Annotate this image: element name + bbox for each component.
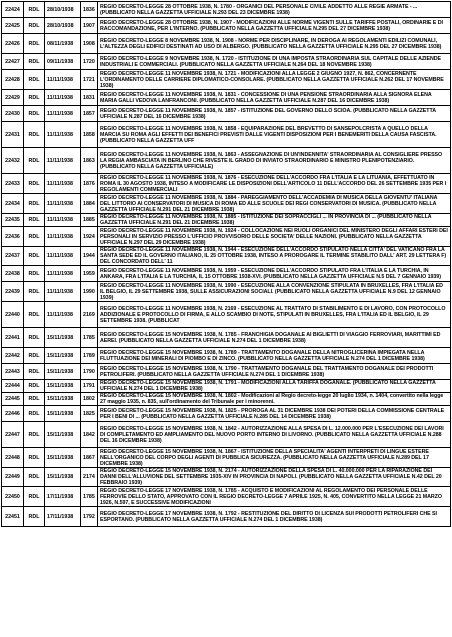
- table-row: [2, 266, 451, 282]
- act-number: 1720: [81, 54, 98, 70]
- act-description: REGIO DECRETO-LEGGE 28 OTTOBRE 1938, N. 1907 - MODIFICAZIONI ALLE NORME VIGENTI SULLE TARIFFE POSTALI, ORDINARIE E DI RACCOMANDAZIONE, PER L'INTERNO. (PUBBLICATO NELLA GAZZETTA UFFICIALE N.295 DEL 27 DICEMBRE 1938): [98, 18, 451, 34]
- act-date: 11/11/1938: [45, 247, 81, 266]
- act-type: RDL: [24, 282, 45, 302]
- table-row: [2, 214, 451, 227]
- act-number: 1831: [81, 90, 98, 106]
- act-description: REGIO DECRETO-LEGGE 15 NOVEMBRE 1938, N. 1790 - TRATTAMENTO DOGANALE DEL TRATTAMENTO DOGANALE DEI PRODOTTI PETROLIFERI. (PUBBLICATO NELLA GAZZETTA UFFICIALE N.274 DEL 1 DICEMBRE 1938): [98, 364, 451, 380]
- act-description: REGIO DECRETO-LEGGE 11 NOVEMBRE 1938, N. 1924 - COLLOCAZIONE NEI RUOLI ORGANICI DEL MINISTERO DEGLI AFFARI ESTERI DEI PERSONALI IN SERVIZIO PRESSO L'UFFICIO PROVVISORIO DELLE SOCIETA' DELLE NAZIONI. (PUBBLICATO NELLA GAZZETTA UFFICIALE N.297 DEL 29 DICEMBRE 1938): [98, 227, 451, 247]
- act-number: 1785: [81, 487, 98, 507]
- record-number: 22427: [2, 54, 24, 70]
- act-description: REGIO DECRETO-LEGGE 15 NOVEMBRE 1938, N. 1785 - FRANCHIGIA DOGANALE AI BIGLIETTI DI VIAGGIO FERROVIARI, MARITTIMI ED AEREI. (PUBBLICATO NELLA GAZZETTA UFFICIALE N.274 DEL 1 DICEMBRE 1938): [98, 328, 451, 348]
- table-row: [2, 406, 451, 422]
- act-number: 1791: [81, 380, 98, 393]
- act-description: REGIO DECRETO-LEGGE 11 NOVEMBRE 1938, N. 1831 - CONCESSIONE DI UNA PENSIONE STRAORDINARIA ALLA SIGNORA ELENA MARIA GALLI VEDOVA LANFRANCONI. (PUBBLICATO NELLA GAZZETTA UFFICIALE N.287 DEL 16 DICEMBRE 1938): [98, 90, 451, 106]
- act-type: RDL: [24, 214, 45, 227]
- act-number: 1959: [81, 266, 98, 282]
- act-description: REGIO DECRETO-LEGGE 11 NOVEMBRE 1938, N. 1885 - ISTITUZIONE DEI SOPRACCIGLI ... IN PROVINCIA DI ... (PUBBLICATO NELLA GAZZETTA UFFICIALE N.291 DEL 21 DICEMBRE 1938): [98, 214, 451, 227]
- table-row: [2, 448, 451, 468]
- act-description: REGIO DECRETO-LEGGE 11 NOVEMBRE 1938, N. 1876 - ESECUZIONE DELL'ACCORDO FRA L'ITALIA E LA LITUANIA, EFFETTUATO IN ROMA IL 30 AGOSTO 1938, INTESO A MODIFICARE LE DISPOSIZIONI DELL'ARTICOLO 11 DELL'ACCORDO DEL 26 SETTEMBRE 1935 PER I REGOLAMENTI COMMERCIALI: [98, 174, 451, 194]
- act-type: RDL: [24, 348, 45, 364]
- act-date: 15/11/1938: [45, 393, 81, 406]
- act-number: 1944: [81, 247, 98, 266]
- act-date: 28/10/1938: [45, 18, 81, 34]
- act-number: 1990: [81, 282, 98, 302]
- table-row: [2, 70, 451, 90]
- act-date: 15/11/1938: [45, 406, 81, 422]
- act-type: RDL: [24, 448, 45, 468]
- act-number: 1863: [81, 148, 98, 174]
- act-date: 09/11/1938: [45, 54, 81, 70]
- table-row: [2, 148, 451, 174]
- table-row: [2, 194, 451, 214]
- act-date: 11/11/1938: [45, 148, 81, 174]
- act-number: 1790: [81, 364, 98, 380]
- record-number: 22437: [2, 247, 24, 266]
- act-date: 11/11/1938: [45, 122, 81, 148]
- record-number: 22438: [2, 266, 24, 282]
- record-number: 22424: [2, 2, 24, 18]
- act-date: 11/11/1938: [45, 194, 81, 214]
- record-number: 22446: [2, 406, 24, 422]
- act-type: RDL: [24, 54, 45, 70]
- act-number: 1836: [81, 2, 98, 18]
- record-number: 22443: [2, 364, 24, 380]
- act-date: 15/11/1938: [45, 348, 81, 364]
- act-date: 28/10/1938: [45, 2, 81, 18]
- act-type: RDL: [24, 487, 45, 507]
- table-row: [2, 422, 451, 448]
- act-date: 15/11/1938: [45, 380, 81, 393]
- act-description: REGIO DECRETO-LEGGE 15 NOVEMBRE 1938, N. 1791 - MODIFICAZIONI ALLA TARIFFA DOGANALE. (PUBBLICATO NELLA GAZZETTA UFFICIALE N.274 DEL 1 DICEMBRE 1938): [98, 380, 451, 393]
- record-number: 22447: [2, 422, 24, 448]
- register-rows: [2, 2, 451, 527]
- table-row: [2, 2, 451, 18]
- record-number: 22448: [2, 448, 24, 468]
- record-number: 22435: [2, 214, 24, 227]
- record-number: 22450: [2, 487, 24, 507]
- table-row: [2, 174, 451, 194]
- act-description: REGIO DECRETO-LEGGE 11 NOVEMBRE 1938, N. 2169 - ESECUZIONE AL TRATTATO DI STABILIMENTO E DI LAVORO, CON PROTOCOLLO ADDIZIONALE E PROTOCOLLO DI FIRMA, E ALLO SCAMBIO DI NOTE, STIPULATI IN BRUXELLES, FRA L'ITALIA ED IL BELGIO, IL 29 SETTEMBRE 1938. (PUBBLICAT: [98, 302, 451, 328]
- record-number: 22436: [2, 227, 24, 247]
- act-type: RDL: [24, 380, 45, 393]
- act-date: 11/11/1938: [45, 90, 81, 106]
- act-number: 1785: [81, 328, 98, 348]
- table-row: [2, 34, 451, 54]
- record-number: 22432: [2, 148, 24, 174]
- act-type: RDL: [24, 194, 45, 214]
- act-description: REGIO DECRETO-LEGGE 8 NOVEMBRE 1938, N. 1908 - NORME PER DISCIPLINARE, IN DEROGA AI REGOLAMENTI EDILIZI COMUNALI, L'ALTEZZA DEGLI EDIFICI DESTINATI AD USO DI ALBERGO. (PUBBLICATO NELLA GAZZETTA UFFICIALE N.295 DEL 27 DICEMBRE 1938): [98, 34, 451, 54]
- act-number: 1924: [81, 227, 98, 247]
- act-date: 11/11/1938: [45, 266, 81, 282]
- record-number: 22428: [2, 70, 24, 90]
- table-row: [2, 393, 451, 406]
- record-number: 22431: [2, 122, 24, 148]
- act-type: RDL: [24, 227, 45, 247]
- act-date: 15/11/1938: [45, 328, 81, 348]
- act-description: REGIO DECRETO-LEGGE 17 NOVEMBRE 1938, N. 1792 - RESTITUZIONE DEL DIRITTO DI LICENZA SUI PRODOTTI PETROLIFERI CHE SI ESPORTANO. (PUBBLICATO NELLA GAZZETTA UFFICIALE N.274 DEL 1 DICEMBRE 1938): [98, 507, 451, 527]
- table-row: [2, 122, 451, 148]
- act-type: RDL: [24, 148, 45, 174]
- act-number: 1721: [81, 70, 98, 90]
- act-type: RDL: [24, 422, 45, 448]
- act-type: RDL: [24, 18, 45, 34]
- table-row: [2, 54, 451, 70]
- act-description: REGIO DECRETO-LEGGE 15 NOVEMBRE 1938, N. 1825 - PROROGA AL 31 DICEMBRE 1938 DEI POTERI DELLA COMMISSIONE CENTRALE PER I BENI DI ... (PUBBLICATO NELLA GAZZETTA UFFICIALE N.285 DEL 14 DICEMBRE 1938): [98, 406, 451, 422]
- act-number: 1802: [81, 393, 98, 406]
- act-date: 15/11/1938: [45, 448, 81, 468]
- act-number: 1792: [81, 507, 98, 527]
- act-type: RDL: [24, 2, 45, 18]
- act-number: 1858: [81, 122, 98, 148]
- table-row: [2, 380, 451, 393]
- act-description: REGIO DECRETO-LEGGE 11 NOVEMBRE 1938, N. 1721 - MODIFICAZIONI ALLA LEGGE 2 GIUGNO 1927, N. 862, CONCERNENTE L'ORDINAMENTO DELLE CARRIERE DIPLOMATICO-CONSOLARE. (PUBBLICATO NELLA GAZZETTA UFFICIALE N.262 DEL 17 NOVEMBRE 1938): [98, 70, 451, 90]
- act-type: RDL: [24, 406, 45, 422]
- act-description: REGIO DECRETO-LEGGE 15 NOVEMBRE 1938, N. 1842 - AUTORIZZAZIONE ALLA SPESA DI L. 12.000.000 PER L'ESECUZIONE DEI LAVORI DI COMPLETAMENTO ED AMPLIAMENTO DEL NUOVO PORTO INTERNO DI LIVORNO. (PUBBLICATO NELLA GAZZETTA UFFICIALE N.288 DEL 16 DICEMBRE 1938): [98, 422, 451, 448]
- act-description: REGIO DECRETO-LEGGE 11 NOVEMBRE 1938, N. 1990 - ESECUZIONE ALLA CONVENZIONE STIPULATA IN BRUXELLES, FRA L'ITALIA ED IL BELGIO, IL 29 SETTEMBRE 1938, SULLE ASSICURAZIONI SOCIALI. (PUBBLICATO NELLA GAZZETTA UFFICIALE N.9 DEL 12 GENNAIO 1939): [98, 282, 451, 302]
- act-date: 15/11/1938: [45, 422, 81, 448]
- register-table: [1, 1, 451, 527]
- record-number: 22426: [2, 34, 24, 54]
- record-number: 22439: [2, 282, 24, 302]
- act-description: REGIO DECRETO-LEGGE 11 NOVEMBRE 1938, N. 1858 - EQUIPARAZIONE DEL BREVETTO DI SANSEPOLCRISTA A QUELLO DELLA MARCIA SU ROMA AGLI EFFETTI DEI BENEFICI PREVISTI DALLE VIGENTI DISPOSIZIONI PER I BENEMERITI DELLA CAUSA FASCISTA. (PUBBLICATO NELLA GAZZETTA UFF: [98, 122, 451, 148]
- record-number: 22429: [2, 90, 24, 106]
- table-row: [2, 348, 451, 364]
- table-row: [2, 227, 451, 247]
- act-description: REGIO DECRETO-LEGGE 28 OTTOBRE 1938, N. 1780 - ORGANICI DEL PERSONALE CIVILE ADDETTO ALLE REGIE ARMATE - ... (PUBBLICATO NELLA GAZZETTA UFFICIALE N.293 DEL 23 DICEMBRE 1938): [98, 2, 451, 18]
- act-description: REGIO DECRETO-LEGGE 9 NOVEMBRE 1938, N. 1720 - ISTITUZIONE DI UNA IMPOSTA STRAORDINARIA SUL CAPITALE DELLE AZIENDE INDUSTRIALI E COMMERCIALI. (PUBBLICATO NELLA GAZZETTA UFFICIALE N.264 DEL 18 NOVEMBRE 1938): [98, 54, 451, 70]
- act-number: 1908: [81, 34, 98, 54]
- act-date: 11/11/1938: [45, 214, 81, 227]
- record-number: 22445: [2, 393, 24, 406]
- act-type: RDL: [24, 247, 45, 266]
- table-row: [2, 90, 451, 106]
- record-number: 22442: [2, 348, 24, 364]
- act-type: RDL: [24, 302, 45, 328]
- record-number: 22434: [2, 194, 24, 214]
- table-row: [2, 247, 451, 266]
- record-number: 22425: [2, 18, 24, 34]
- act-number: 1825: [81, 406, 98, 422]
- act-description: REGIO DECRETO-LEGGE 15 NOVEMBRE 1938, N. 1789 - TRATTAMENTO DOGANALE DELLA NITROGLICERINA IMPIEGATA NELLA FLUTTUAZIONE DEI MINERALI DI PIOMBO E DI ZINCO. (PUBBLICATO NELLA GAZZETTA UFFICIALE N.274 DEL 1 DICEMBRE 1938): [98, 348, 451, 364]
- act-description: REGIO DECRETO-LEGGE 17 NOVEMBRE 1938, N. 1785 - ACQUISTO E MODIFICAZIONI AL REGOLAMENTO DEI PERSONALE DELLE FERROVIE DELLO STATO, APPROVATO CON IL REGIO DECRETO-LEGGE 7 APRILE 1925, N. 405, CONVERTITO NELLA LEGGE 21 MARZO 1926, N.597, E SUCCESSIVE MODIFICAZIONI: [98, 487, 451, 507]
- act-type: RDL: [24, 328, 45, 348]
- act-description: REGIO DECRETO-LEGGE 11 NOVEMBRE 1938, N. 1857 - ISTITUZIONE DEL GOVERNO DELLO SCIOA. (PUBBLICATO NELLA GAZZETTA UFFICIALE N.287 DEL 16 DICEMBRE 1938): [98, 106, 451, 122]
- table-row: [2, 282, 451, 302]
- table-row: [2, 507, 451, 527]
- act-number: 1842: [81, 422, 98, 448]
- act-description: REGIO DECRETO-LEGGE 11 NOVEMBRE 1938, N. 1944 - ESECUZIONE DELL'ACCORDO STIPULATO NELLA CITTA' DEL VATICANO FRA LA SANTA SEDE ED IL GOVERNO ITALIANO, IL 25 OTTOBRE 1938, INTESO A PROROGARE IL TERMINE STABILITO DALL' ART. 29 LETTERA F) DEL CONCORDATO DELL' 11: [98, 247, 451, 266]
- act-date: 11/11/1938: [45, 227, 81, 247]
- act-type: RDL: [24, 34, 45, 54]
- act-number: 1867: [81, 448, 98, 468]
- act-type: RDL: [24, 70, 45, 90]
- act-date: 08/11/1938: [45, 34, 81, 54]
- table-row: [2, 18, 451, 34]
- act-date: 17/11/1938: [45, 487, 81, 507]
- record-number: 22449: [2, 468, 24, 487]
- act-number: 1857: [81, 106, 98, 122]
- act-type: RDL: [24, 90, 45, 106]
- act-date: 17/11/1938: [45, 507, 81, 527]
- record-number: 22451: [2, 507, 24, 527]
- act-number: 1789: [81, 348, 98, 364]
- act-number: 1876: [81, 174, 98, 194]
- table-row: [2, 302, 451, 328]
- table-row: [2, 328, 451, 348]
- act-date: 11/11/1938: [45, 282, 81, 302]
- record-number: 22430: [2, 106, 24, 122]
- act-type: RDL: [24, 122, 45, 148]
- act-number: 1907: [81, 18, 98, 34]
- table-row: [2, 487, 451, 507]
- record-number: 22441: [2, 328, 24, 348]
- act-type: RDL: [24, 174, 45, 194]
- act-date: 15/11/1938: [45, 364, 81, 380]
- act-number: 1885: [81, 214, 98, 227]
- act-description: REGIO DECRETO-LEGGE 11 NOVEMBRE 1938, N. 1863 - ASSEGNAZIONE DI UN'INDENNITA' STRAORDINARIA AL CONSIGLIERE PRESSO LA REGIA AMBASCIATA IN BERLINO CHE RIVESTE IL GRADO DI INVIATO STRAORDINARIO E MINISTRO PLENIPOTENZIARIO. (PUBBLICATO NELLA GAZZETTA UFFICIALE): [98, 148, 451, 174]
- act-description: REGIO DECRETO-LEGGE 15 NOVEMBRE 1938, N. 2174 - AUTORIZZAZIONE DELLA SPESA DI L. 40.000.000 PER LA RIPARAZIONE DEI DANNI DELL'ALLUVIONE DEL SETTEMBRE 1935-XIV IN PROVINCIA DI NAPOLI. (PUBBLICATO NELLA GAZZETTA UFFICIALE N.42 DEL 20 FEBBRAIO 1939): [98, 468, 451, 487]
- act-type: RDL: [24, 468, 45, 487]
- act-description: REGIO DECRETO-LEGGE 11 NOVEMBRE 1938, N. 1959 - ESECUZIONE DELL'ACCORDO STIPULATO FRA L'ITALIA E LA TURCHIA, IN ANKARA, FRA L'ITALIA E LA TURCHIA, IL 15 OTTOBRE 1938-XVI. (PUBBLICATO NELLA GAZZETTA UFFICIALE N.5 DEL 7 GENNAIO 1939): [98, 266, 451, 282]
- table-row: [2, 468, 451, 487]
- act-date: 11/11/1938: [45, 106, 81, 122]
- act-type: RDL: [24, 364, 45, 380]
- act-description: REGIO DECRETO-LEGGE 15 NOVEMBRE 1938, N. 1802 - Modificazioni al Regio decreto-legge 20 luglio 1934, n. 1404, convertito nella legge 27 maggio 1935, n. 835, sull'ordinamento del Tribunale per i minorenni.: [98, 393, 451, 406]
- table-row: [2, 364, 451, 380]
- act-type: RDL: [24, 393, 45, 406]
- record-number: 22433: [2, 174, 24, 194]
- act-type: RDL: [24, 266, 45, 282]
- act-date: 11/11/1938: [45, 70, 81, 90]
- record-number: 22444: [2, 380, 24, 393]
- act-number: 1884: [81, 194, 98, 214]
- act-number: 2169: [81, 302, 98, 328]
- table-row: [2, 106, 451, 122]
- act-type: RDL: [24, 106, 45, 122]
- act-description: REGIO DECRETO-LEGGE 15 NOVEMBRE 1938, N. 1867 - ISTITUZIONE DELLA SPECIALITA' AGENTI INTERPRETI DI LINGUE ESTERE NELL'ORGANICO DEL CORPO DEGLI AGENTI DI PUBBLICA SICUREZZA. (PUBBLICATO NELLA GAZZETTA UFFICIALE N.289 DEL 17 DICEMBRE 1938): [98, 448, 451, 468]
- act-date: 15/11/1938: [45, 468, 81, 487]
- act-date: 11/11/1938: [45, 302, 81, 328]
- act-type: RDL: [24, 507, 45, 527]
- act-description: REGIO DECRETO-LEGGE 11 NOVEMBRE 1938, N. 1884 - PAREGGIAMENTO DELL'ACCADEMIA DI MUSICA DELLA GIOVENTU' ITALIANA DEL LITTORIO AI CONSERVATORI DI MUSICA DI ROMA ED ALLE SCUOLE DEI REGI CONSERVATORI DI MUSICA. (PUBBLICATO NELLA GAZZETTA UFFICIALE N.291 DEL 21 DICEMBRE 1938): [98, 194, 451, 214]
- act-date: 11/11/1938: [45, 174, 81, 194]
- act-number: 2174: [81, 468, 98, 487]
- record-number: 22440: [2, 302, 24, 328]
